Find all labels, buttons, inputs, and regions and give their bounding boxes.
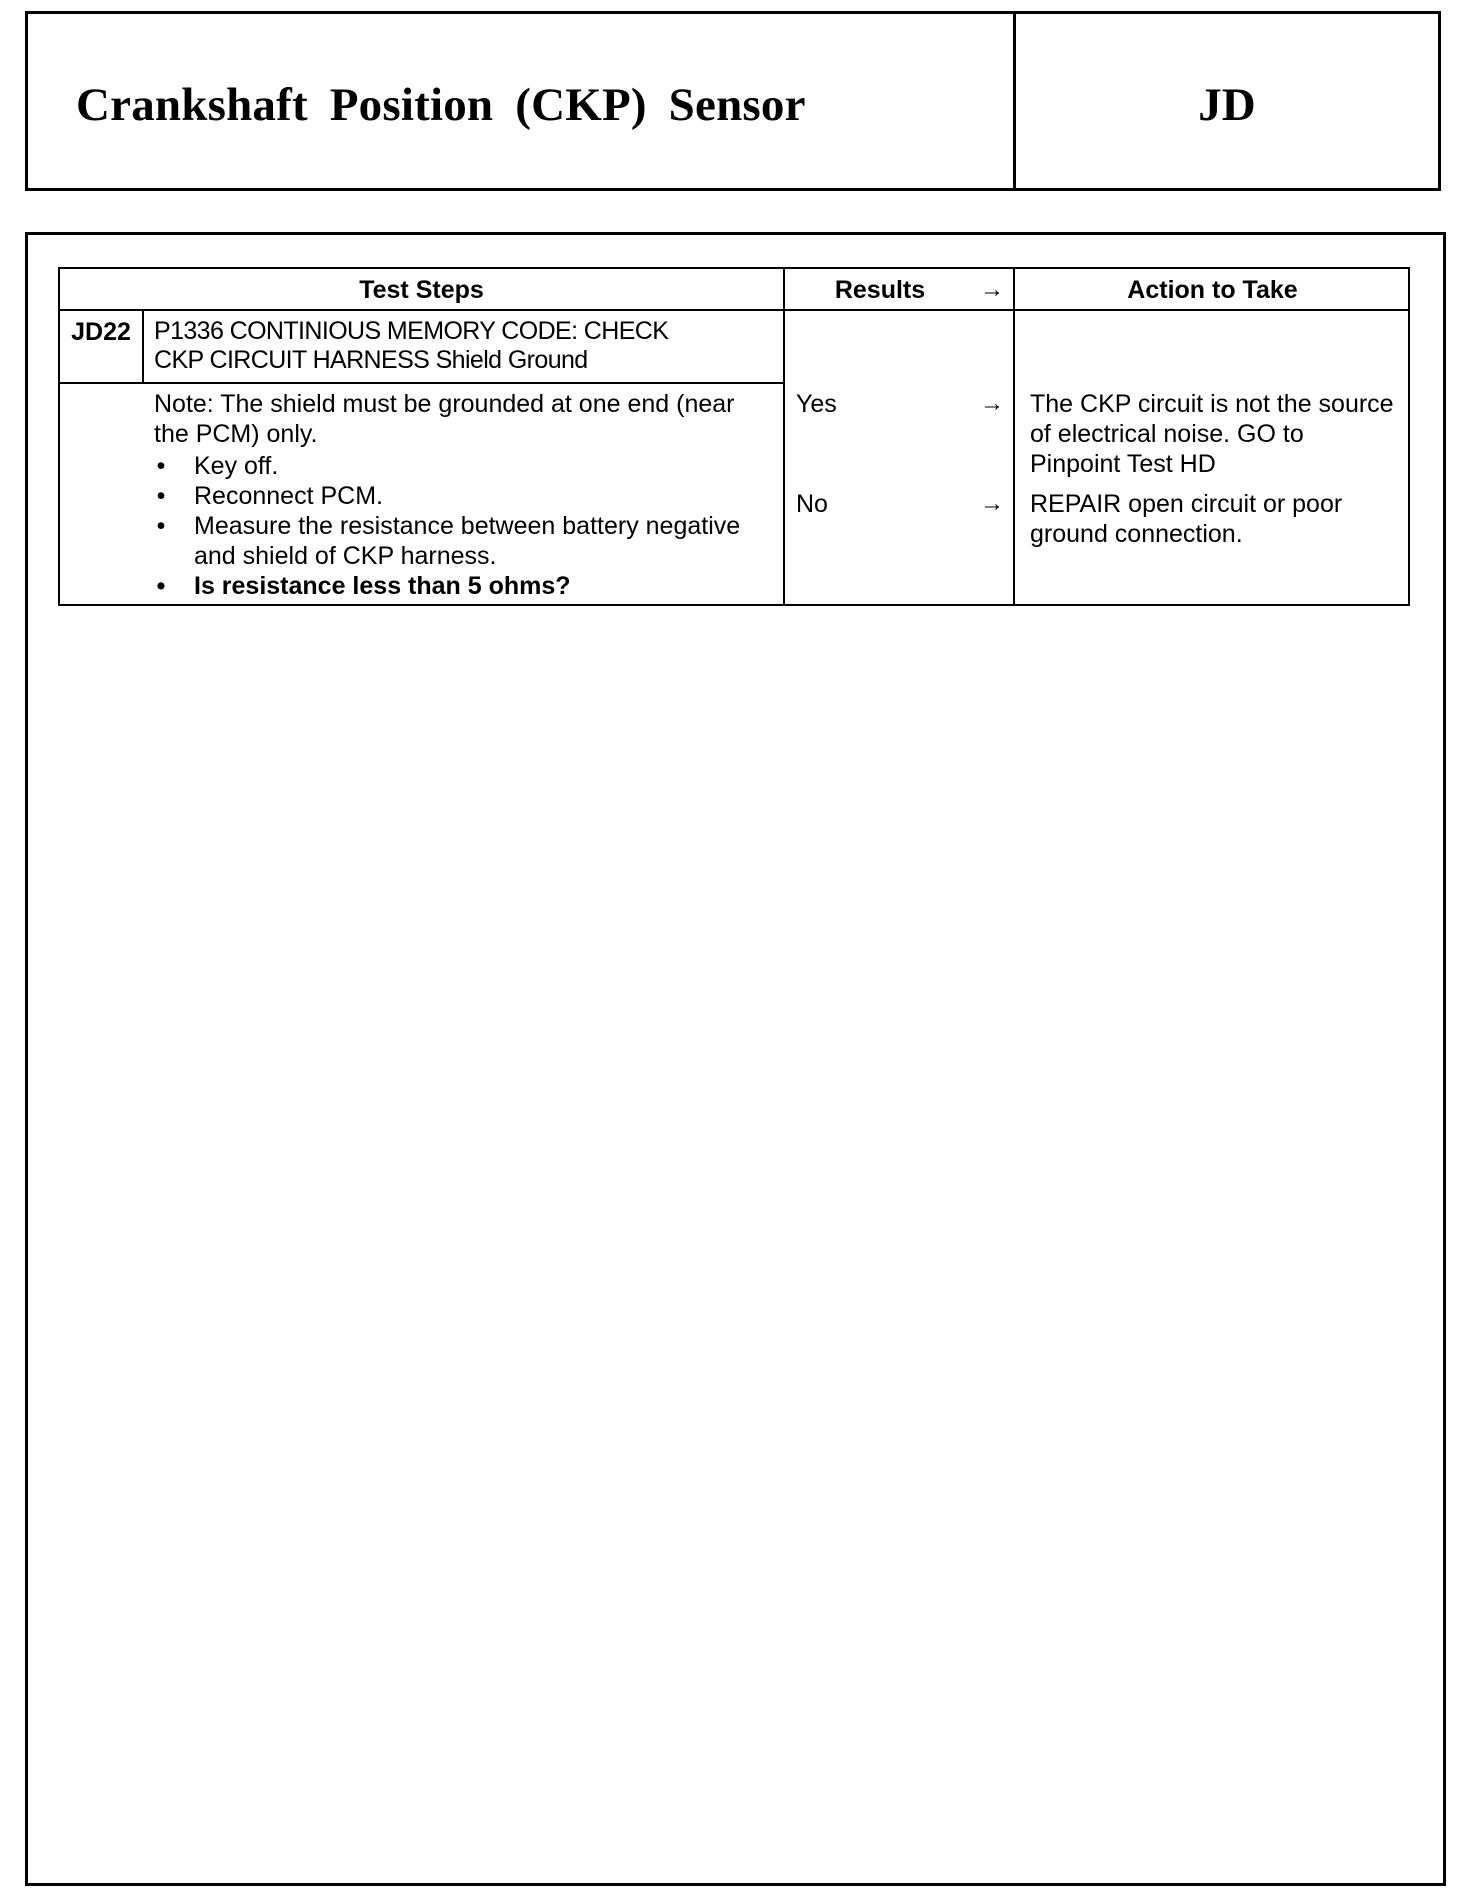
bullet-icon: • (156, 452, 166, 480)
column-header-action: Action to Take (1127, 276, 1298, 304)
results-header-arrow-icon: → (980, 276, 1004, 303)
header-title-cell (28, 14, 1016, 188)
result-no: No (796, 490, 828, 518)
step-title-line-2: CKP CIRCUIT HARNESS Shield Ground (154, 346, 588, 374)
step-title-divider (60, 382, 785, 384)
step-bullet-list (154, 451, 774, 601)
bullet-icon: • (156, 512, 166, 540)
step-title-line-1: P1336 CONTINIOUS MEMORY CODE: CHECK (154, 317, 669, 345)
step-note: Note: The shield must be grounded at one end (near the PCM) only. (154, 390, 735, 448)
action-yes: The CKP circuit is not the source of electrical noise. GO to Pinpoint Test HD (1030, 390, 1394, 478)
column-header-results: Results (834, 276, 926, 304)
step-id-divider (142, 311, 144, 382)
action-no: REPAIR open circuit or poor ground connection. (1030, 490, 1343, 548)
page-header (25, 11, 1441, 191)
step-bullet-item: • Key off. (154, 451, 774, 481)
step-bullet-item: • Measure the resistance between battery negative and shield of CKP harness. (154, 511, 774, 571)
step-id: JD22 (71, 318, 131, 346)
column-divider-action (1013, 269, 1015, 604)
bullet-icon: • (156, 482, 166, 510)
step-bullet-item: • Reconnect PCM. (154, 481, 774, 511)
step-question: • Is resistance less than 5 ohms? (154, 571, 774, 601)
result-yes: Yes (796, 390, 837, 418)
header-code-cell (1016, 14, 1438, 188)
bullet-icon: • (156, 572, 166, 600)
step-body (154, 389, 774, 601)
column-header-test-steps: Test Steps (359, 276, 484, 304)
test-steps-table (58, 267, 1410, 606)
step-title (154, 317, 774, 375)
result-yes-arrow-icon: → (980, 390, 1004, 417)
column-divider-results (783, 269, 785, 604)
page-title: Crankshaft Position (CKP) Sensor (76, 79, 806, 131)
result-no-arrow-icon: → (980, 490, 1004, 517)
section-code: JD (1198, 79, 1256, 131)
